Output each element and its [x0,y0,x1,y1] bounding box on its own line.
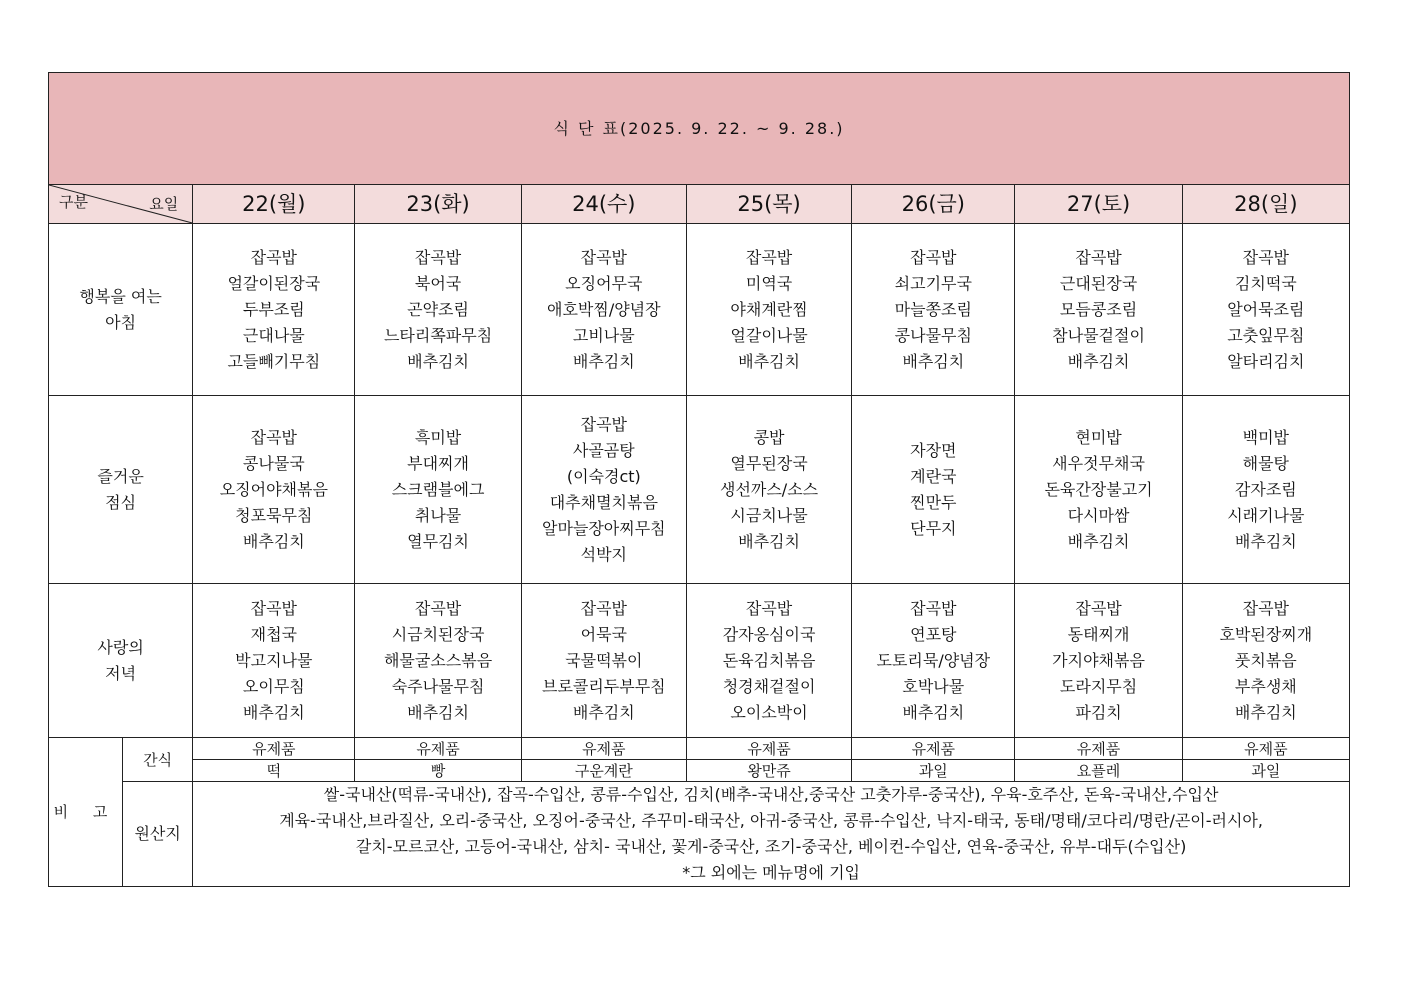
menu-item: 잡곡밥 [745,598,793,618]
meal-label-line: 저녁 [105,663,137,683]
menu-item: 호박된장찌개 [1219,624,1313,644]
menu-item: 근대된장국 [1059,273,1138,293]
day-header: 27(토) [1015,185,1182,224]
menu-cell [1015,584,1182,738]
page-title: 식 단 표(2025. 9. 22. ~ 9. 28.) [49,73,1350,185]
menu-item: 시금치나물 [730,505,808,525]
menu-item: 콩나물무침 [894,325,972,345]
menu-item: 알어묵조림 [1227,299,1305,319]
menu-item: 단무지 [910,518,957,538]
menu-item: 부추생채 [1234,676,1297,696]
day-header: 28(일) [1182,185,1349,224]
menu-cell [852,224,1015,396]
snack-cell: 유제품 [193,738,355,760]
bigo-label: 비 고 [49,738,123,887]
menu-item: 시래기나물 [1227,505,1305,525]
menu-item: 다시마쌈 [1067,505,1130,525]
menu-item: 고비나물 [572,325,635,345]
menu-item: 박고지나물 [235,650,313,670]
snack-label: 간식 [123,738,193,782]
menu-item: 콩나물국 [242,453,305,473]
menu-item: 잡곡밥 [910,247,957,267]
menu-item: 잡곡밥 [1242,247,1290,267]
menu-item: 배추김치 [407,702,469,722]
menu-item: 숙주나물무침 [391,676,485,696]
menu-item: 가지야채볶음 [1052,650,1145,670]
menu-item: 잡곡밥 [580,414,627,434]
menu-item: 콩밥 [753,427,785,447]
day-header: 22(월) [193,185,355,224]
menu-item: 얼갈이된장국 [227,273,321,293]
corner-cell [49,185,193,224]
menu-item: 쇠고기무국 [894,273,972,293]
menu-item: 배추김치 [242,702,305,722]
menu-item: 잡곡밥 [414,247,462,267]
menu-item: 오징어야채볶음 [219,479,328,499]
menu-item: 잡곡밥 [250,427,297,447]
snack-cell: 떡 [193,760,355,782]
day-header: 25(목) [686,185,851,224]
menu-item: 부대찌개 [407,453,469,473]
menu-item: 흑미밥 [414,427,462,447]
origin-row [49,782,1350,887]
menu-item: 돈육간장불고기 [1044,479,1153,499]
menu-item: 야채계란찜 [730,299,808,319]
menu-item: 고들빼기무침 [227,351,321,371]
menu-item: 알타리김치 [1227,351,1305,371]
menu-cell [193,224,355,396]
menu-item: 배추김치 [572,351,635,371]
menu-item: 잡곡밥 [1242,598,1290,618]
menu-item: 돈육김치볶음 [722,650,816,670]
snack-cell: 유제품 [355,738,521,760]
menu-item: 배추김치 [572,702,635,722]
menu-item: 도라지무침 [1059,676,1138,696]
menu-item: 어묵국 [580,624,627,644]
menu-item: 참나물겉절이 [1052,325,1145,345]
menu-item: 연포탕 [910,624,957,644]
menu-item: 잡곡밥 [1075,247,1122,267]
menu-item: 취나물 [414,505,462,525]
menu-item: 잡곡밥 [580,598,627,618]
snack-row-1 [49,738,1350,760]
menu-item: 스크램블에그 [391,479,485,499]
menu-item: 감자옹심이국 [722,624,816,644]
snack-row-2 [49,760,1350,782]
menu-cell [1182,224,1349,396]
meal-plan-table [48,72,1350,887]
meal-label [49,584,193,738]
corner-gubun: 구분 [59,193,88,211]
day-header: 24(수) [521,185,686,224]
menu-cell [1182,396,1349,584]
menu-item: 풋치볶음 [1234,650,1297,670]
menu-item: 시금치된장국 [391,624,485,644]
menu-item: 근대나물 [242,325,305,345]
menu-item: 동태찌개 [1067,624,1130,644]
menu-item: 석박지 [580,544,627,564]
menu-item: 대추채멸치볶음 [549,492,658,512]
menu-item: 북어국 [414,273,462,293]
origin-label: 원산지 [123,782,193,887]
menu-item: 잡곡밥 [745,247,793,267]
menu-item: 감자조림 [1234,479,1297,499]
menu-item: 해물굴소스볶음 [383,650,493,670]
menu-cell [1015,224,1182,396]
menu-item: 열무김치 [407,531,469,551]
menu-item: 두부조림 [242,299,305,319]
snack-cell: 과일 [1182,760,1349,782]
menu-item: 곤약조림 [407,299,469,319]
snack-cell: 유제품 [521,738,686,760]
menu-cell [852,396,1015,584]
menu-cell [686,224,851,396]
menu-item: 배추김치 [738,531,800,551]
meal-row-lunch [49,396,1350,584]
meal-row-breakfast [49,224,1350,396]
day-header: 23(화) [355,185,521,224]
menu-item: 고춧잎무침 [1227,325,1305,345]
origin-text [193,782,1350,887]
menu-item: 계란국 [910,466,957,486]
menu-item: 잡곡밥 [250,247,297,267]
menu-item: 배추김치 [1234,702,1297,722]
menu-item: 백미밥 [1242,427,1290,447]
day-header-row [49,185,1350,224]
menu-item: 잡곡밥 [414,598,462,618]
meal-row-dinner [49,584,1350,738]
menu-cell [193,584,355,738]
snack-cell: 빵 [355,760,521,782]
meal-label-line: 행복을 여는 [79,286,162,306]
menu-cell [521,396,686,584]
snack-cell: 유제품 [1015,738,1182,760]
menu-item: 잡곡밥 [910,598,957,618]
day-header: 26(금) [852,185,1015,224]
menu-item: 모듬콩조림 [1059,299,1138,319]
menu-item: 국물떡볶이 [565,650,643,670]
snack-cell: 과일 [852,760,1015,782]
menu-item: 청경채겉절이 [722,676,816,696]
menu-item: 배추김치 [902,351,965,371]
meal-label [49,224,193,396]
menu-cell [193,396,355,584]
menu-cell [355,224,521,396]
snack-cell: 요플레 [1015,760,1182,782]
menu-item: 호박나물 [902,676,965,696]
menu-item: 잡곡밥 [1075,598,1122,618]
menu-item: 생선까스/소스 [719,479,819,499]
menu-item: 재첩국 [250,624,297,644]
menu-item: 김치떡국 [1234,273,1297,293]
menu-item: 찐만두 [910,492,957,512]
menu-item: 미역국 [745,273,793,293]
origin-line: 쌀-국내산(떡류-국내산), 잡곡-수입산, 콩류-수입산, 김치(배추-국내산,중국산 고춧가루-중국산), 우육-호주산, 돈육-국내산,수입산 [323,785,1219,804]
meal-label-line: 점심 [105,492,137,512]
menu-item: 청포묵무침 [235,505,313,525]
menu-item: 배추김치 [242,531,305,551]
meal-label-line: 아침 [105,312,137,332]
menu-item: 배추김치 [738,351,800,371]
menu-item: 오이소박이 [730,702,808,722]
menu-cell [355,584,521,738]
menu-cell [852,584,1015,738]
menu-item: 오징어무국 [565,273,643,293]
menu-cell [686,584,851,738]
menu-item: 배추김치 [407,351,469,371]
menu-item: 도토리묵/양념장 [876,650,991,670]
menu-cell [355,396,521,584]
menu-item: 파김치 [1075,702,1122,722]
meal-label-line: 즐거운 [97,466,144,486]
meal-label-line: 사랑의 [97,637,144,657]
menu-cell [686,396,851,584]
menu-cell [521,224,686,396]
menu-item: 현미밥 [1075,427,1122,447]
snack-cell: 유제품 [1182,738,1349,760]
menu-item: 느타리쪽파무침 [383,325,493,345]
snack-cell: 왕만쥬 [686,760,851,782]
origin-line: 계육-국내산,브라질산, 오리-중국산, 오징어-중국산, 주꾸미-태국산, 아귀-중국산, 콩류-수입산, 낙지-태국, 동태/명태/코다리/명란/곤이-러시아, [279,811,1263,830]
snack-cell: 구운계란 [521,760,686,782]
menu-item: 열무된장국 [730,453,808,473]
snack-cell: 유제품 [852,738,1015,760]
menu-item: 잡곡밥 [580,247,627,267]
menu-item: 알마늘장아찌무침 [541,518,666,538]
snack-cell: 유제품 [686,738,851,760]
menu-cell [1015,396,1182,584]
menu-cell [521,584,686,738]
menu-item: 새우젓무채국 [1052,453,1145,473]
menu-item: 사골곰탕 [572,440,635,460]
origin-line: 갈치-모르코산, 고등어-국내산, 삼치- 국내산, 꽃게-중국산, 조기-중국산, 베이컨-수입산, 연육-중국산, 유부-대두(수입산) [355,837,1187,856]
menu-item: 애호박찜/양념장 [547,299,661,319]
menu-item: 배추김치 [1067,531,1130,551]
menu-item: 브로콜리두부무침 [541,676,666,696]
menu-cell [1182,584,1349,738]
menu-item: 자장면 [910,440,957,460]
menu-item: (이숙경ct) [566,466,641,486]
menu-item: 배추김치 [902,702,965,722]
menu-item: 잡곡밥 [250,598,297,618]
menu-item: 얼갈이나물 [730,325,808,345]
meal-label [49,396,193,584]
corner-yoil: 요일 [149,195,179,213]
menu-item: 마늘쫑조림 [894,299,972,319]
menu-item: 해물탕 [1242,453,1290,473]
menu-item: 오이무침 [242,676,305,696]
origin-line: *그 외에는 메뉴명에 기입 [682,863,861,882]
menu-item: 배추김치 [1067,351,1130,371]
menu-item: 배추김치 [1234,531,1297,551]
